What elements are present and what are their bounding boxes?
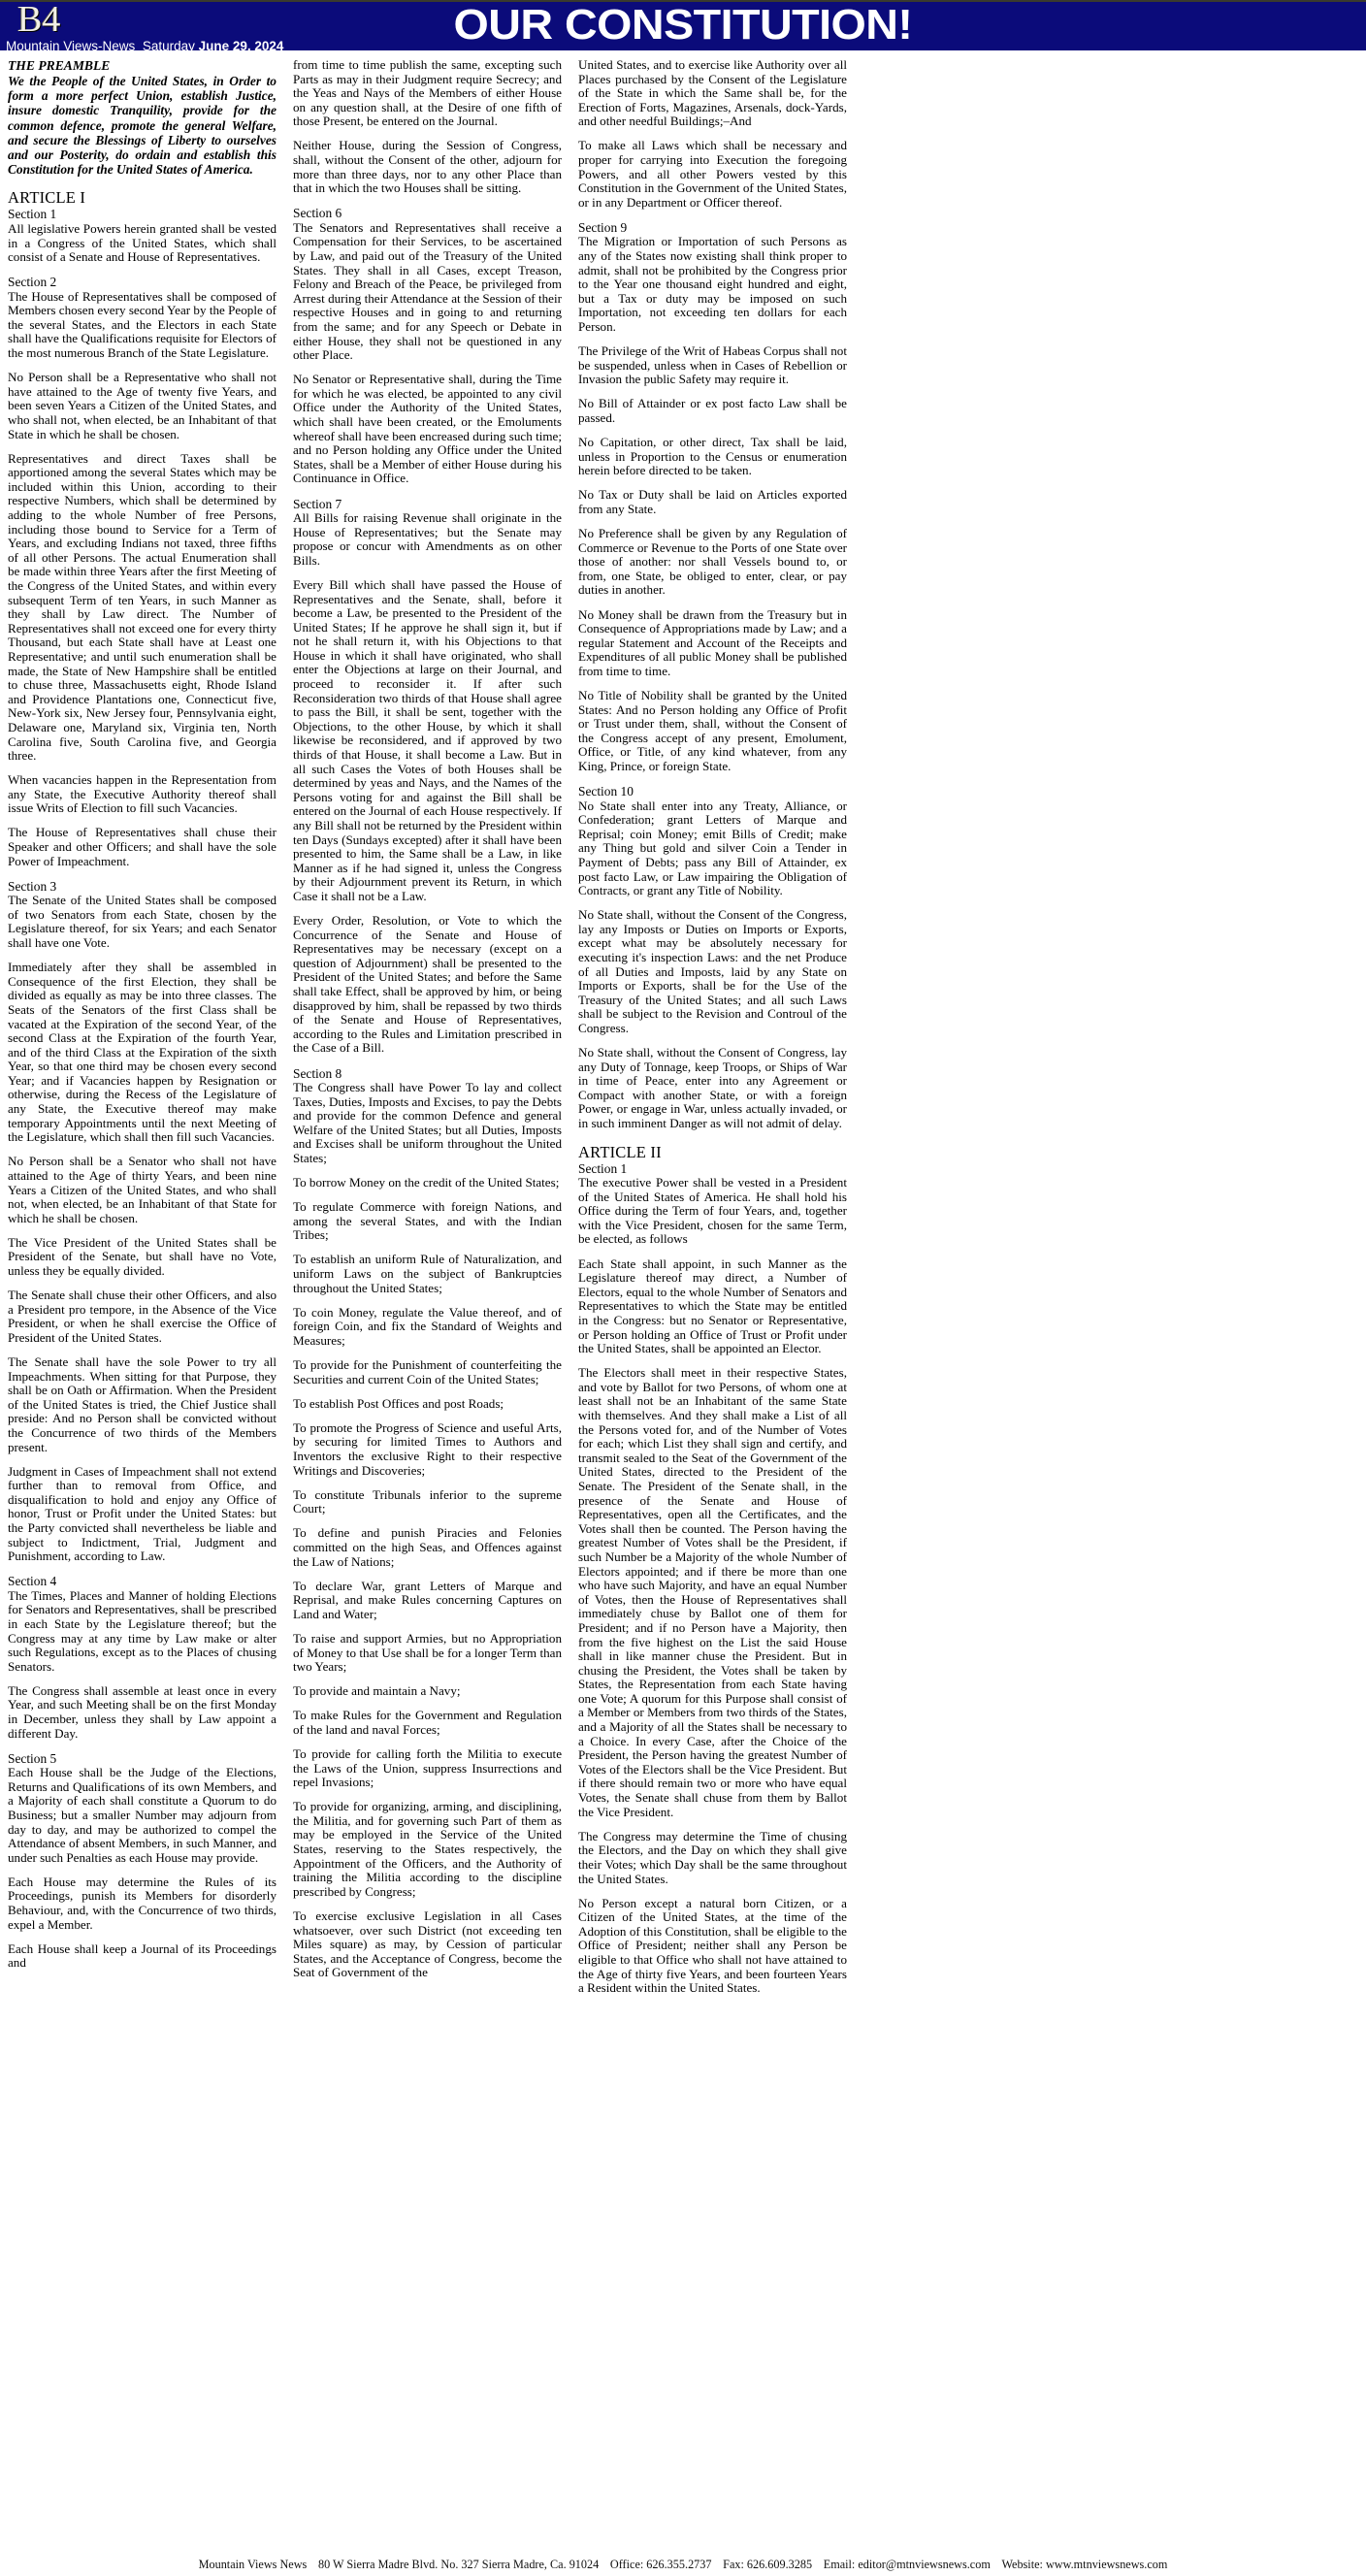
section-heading: Section 7	[293, 496, 342, 511]
body-paragraph: To provide for the Punishment of counterfeiting the Securities and current Coin of the United States;	[293, 1357, 562, 1386]
body-paragraph: The Congress shall have Power To lay and collect Taxes, Duties, Imposts and Excises, to pay the Debts and provide for the common Defence and general Welfare of the United States; but all Duties, Imposts and Excises shall be uniform throughout the United States;	[293, 1080, 562, 1165]
section-heading: Section 10	[578, 784, 634, 799]
section-heading: Section 2	[8, 275, 57, 290]
body-paragraph: The Vice President of the United States shall be President of the Senate, but shall have no Vote, unless they be equally divided.	[8, 1234, 276, 1279]
body-paragraph: Each House shall be the Judge of the Elections, Returns and Qualifications of its own Members, and a Majority of each shall constitute a Quorum to do Business; but a smaller Number may adjourn from day to day, and may be authorized to compel the Attendance of absent Members, in such Manner, and under such Penalties as each House may provide.	[8, 1765, 276, 1865]
body-paragraph: To promote the Progress of Science and useful Arts, by securing for limited Times to Authors and Inventors the exclusive Right to their respective Writings and Discoveries;	[293, 1419, 562, 1478]
body-paragraph: To declare War, grant Letters of Marque and Reprisal, and make Rules concerning Captures on Land and Water;	[293, 1578, 562, 1621]
body-paragraph: The Privilege of the Writ of Habeas Corpus shall not be suspended, unless when in Cases of Rebellion or Invasion the public Safety may require it.	[578, 343, 847, 387]
body-paragraph: To constitute Tribunals inferior to the supreme Court;	[293, 1486, 562, 1516]
body-paragraph: To make all Laws which shall be necessary and proper for carrying into Execution the foregoing Powers, and all other Powers vested by this Constitution in the Government of the United States, or in any Department or Officer thereof.	[578, 138, 847, 210]
column-1	[8, 58, 276, 2530]
body-paragraph: Neither House, during the Session of Congress, shall, without the Consent of the other, adjourn for more than three days, nor to any other Place than that in which the two Houses shall be sitting.	[293, 138, 562, 196]
body-paragraph: To provide and maintain a Navy;	[293, 1683, 461, 1699]
body-paragraph: No Money shall be drawn from the Treasury but in Consequence of Appropriations made by Law; and a regular Statement and Account of the Receipts and Expenditures of all public Money shall be published from time to time.	[578, 606, 847, 678]
body-paragraph: To define and punish Piracies and Felonies committed on the high Seas, and Offences against the Law of Nations;	[293, 1525, 562, 1569]
body-paragraph: To raise and support Armies, but no Appropriation of Money to that Use shall be for a longer Term than two Years;	[293, 1630, 562, 1675]
body-paragraph: Judgment in Cases of Impeachment shall not extend further than to removal from Office, and disqualification to hold and enjoy any Office of honor, Trust or Profit under the United States: but the Party convicted shall nevertheless be liable and subject to Indictment, Trial, Judgment and Punishment, according to Law.	[8, 1463, 276, 1564]
body-paragraph: To regulate Commerce with foreign Nations, and among the several States, and with the Indian Tribes;	[293, 1199, 562, 1243]
body-paragraph: The Times, Places and Manner of holding Elections for Senators and Representatives, shall be prescribed in each State by the Legislature thereof; but the Congress may at any time by Law make or alter such Regulations, except as to the Places of chusing Senators.	[8, 1587, 276, 1674]
date-prefix: Saturday	[142, 39, 199, 53]
preamble-text: We the People of the United States, in Order to form a more perfect Union, establish Justice, insure domestic Tranquility, provide for the common defence, promote the general Welfare, and secure the Blessings of Liberty to ourselves and our Posterity, do ordain and establish this Constitution for the United States of America.	[8, 74, 276, 178]
page-footer	[20, 2557, 1346, 2572]
page-title: OUR CONSTITUTION!	[453, 1, 913, 49]
section-heading: Section 5	[8, 1750, 57, 1766]
body-paragraph: Every Order, Resolution, or Vote to which the Concurrence of the Senate and House of Representatives may be necessary (except on a question of Adjournment) shall be presented to the President of the United States; and before the Same shall take Effect, shall be approved by him, or being disapproved by him, shall be repassed by two thirds of the Senate and House of Representatives, according to the Rules and Limitation prescribed in the Case of a Bill.	[293, 913, 562, 1056]
section-heading: Section 6	[293, 206, 342, 221]
body-paragraph: Every Bill which shall have passed the House of Representatives and the Senate, shall, before it become a Law, be presented to the President of the United States; If he approve he shall sign it, but if not he shall return it, with his Objections to that House in which it shall have originated, who shall enter the Objections at large on their Journal, and proceed to reconsider it. If after such Reconsideration two thirds of that House shall agree to pass the Bill, it shall be sent, together with the Objections, to the other House, by which it shall likewise be reconsidered, and if approved by two thirds of that House, it shall become a Law. But in all such Cases the Votes of both Houses shall be determined by yeas and Nays, and the Names of the Persons voting for and against the Bill shall be entered on the Journal of each House respectively. If any Bill shall not be returned by the President within ten Days (Sundays excepted) after it shall have been presented to him, the Same shall be a Law, in like Manner as if he had signed it, unless the Congress by their Adjournment prevent its Return, in which Case it shall not be a Law.	[293, 576, 562, 903]
body-paragraph: No Person except a natural born Citizen, or a Citizen of the United States, at the time of the Adoption of this Constitution, shall be eligible to the Office of President; neither shall any Person be eligible to that Office who shall not have attained to the Age of thirty five Years, and been fourteen Years a Resident within the United States.	[578, 1895, 847, 1996]
column-2	[293, 58, 562, 2530]
footer-website: Website: www.mtnviewsnews.com	[1001, 2558, 1168, 2571]
body-paragraph: The Migration or Importation of such Persons as any of the States now existing shall think proper to admit, shall not be prohibited by the Congress prior to the Year one thousand eight hundred and eight, but a Tax or duty may be imposed on such Importation, not exceeding ten dollars for each Person.	[578, 234, 847, 334]
body-paragraph: Representatives and direct Taxes shall be apportioned among the several States which may be included within this Union, according to their respective Numbers, which shall be determined by adding to the whole Number of free Persons, including those bound to Service for a Term of Years, and excluding Indians not taxed, three fifths of all other Persons. The actual Enumeration shall be made within three Years after the first Meeting of the Congress of the United States, and within every subsequent Term of ten Years, in such Manner as they shall by Law direct. The Number of Representatives shall not exceed one for every thirty Thousand, but each State shall have at Least one Representative; and until such enumeration shall be made, the State of New Hampshire shall be entitled to chuse three, Massachusetts eight, Rhode Island and Providence Plantations one, Connecticut five, New-York six, New Jersey four, Pennsylvania eight, Delaware one, Maryland six, Virginia ten, North Carolina five, South Carolina five, and Georgia three.	[8, 450, 276, 764]
body-paragraph: To provide for calling forth the Militia to execute the Laws of the Union, suppress Insurrections and repel Invasions;	[293, 1745, 562, 1790]
body-paragraph: The executive Power shall be vested in a President of the United States of America. He shall hold his Office during the Term of four Years, and, together with the Vice President, chosen for the same Term, be elected, as follows	[578, 1175, 847, 1247]
body-paragraph: No Preference shall be given by any Regulation of Commerce or Revenue to the Ports of one State over those of another: nor shall Vessels bound to, or from, one State, be obliged to enter, clear, or pay duties in another.	[578, 526, 847, 598]
footer-email: Email: editor@mtnviewsnews.com	[823, 2558, 991, 2571]
body-paragraph: No Person shall be a Representative who shall not have attained to the Age of twenty five Years, and been seven Years a Citizen of the United States, and who shall not, when elected, be an Inhabitant of that State in which he shall be chosen.	[8, 370, 276, 441]
body-paragraph: To establish an uniform Rule of Naturalization, and uniform Laws on the subject of Bankruptcies throughout the United States;	[293, 1252, 562, 1295]
body-paragraph: The House of Representatives shall be composed of Members chosen every second Year by the People of the several States, and the Electors in each State shall have the Qualifications requisite for Electors of the most numerous Branch of the State Legislature.	[8, 288, 276, 361]
section-heading: Section 8	[293, 1065, 342, 1081]
date-value: June 29, 2024	[198, 39, 284, 53]
body-paragraph: To provide for organizing, arming, and disciplining, the Militia, and for governing such Part of them as may be employed in the Service of the United States, reserving to the States respectively, the Appointment of the Officers, and the Authority of training the Militia according to the discipline prescribed by Congress;	[293, 1799, 562, 1899]
body-paragraph: from time to time publish the same, excepting such Parts as may in their Judgment require Secrecy; and the Yeas and Nays of the Members of either House on any question shall, at the Desire of one fifth of those Present, be entered on the Journal.	[293, 58, 562, 129]
body-paragraph: The Senate shall chuse their other Officers, and also a President pro tempore, in the Absence of the Vice President, or when he shall exercise the Office of President of the United States.	[8, 1288, 276, 1345]
article-columns	[0, 58, 1366, 2537]
body-paragraph: Each State shall appoint, in such Manner as the Legislature thereof may direct, a Number of Electors, equal to the whole Number of Senators and Representatives to which the State may be entitled in the Congress: but no Senator or Representative, or Person holding an Office of Trust or Profit under the United States, shall be appointed an Elector.	[578, 1255, 847, 1356]
section-heading: Section 4	[8, 1574, 57, 1589]
body-paragraph: All Bills for raising Revenue shall originate in the House of Representatives; but the Senate may propose or concur with Amendments as on other Bills.	[293, 510, 562, 568]
publication-name: Mountain Views-News	[6, 39, 136, 53]
section-heading: Section 1	[578, 1160, 628, 1176]
body-paragraph: United States, and to exercise like Authority over all Places purchased by the Consent of the Legislature of the State in which the Same shall be, for the Erection of Forts, Magazines, Arsenals, dock-Yards, and other needful Buildings;–And	[578, 58, 847, 129]
section-heading: Section 9	[578, 219, 628, 235]
footer-office: Office: 626.355.2737	[609, 2558, 712, 2571]
article-heading: ARTICLE II	[578, 1142, 662, 1161]
masthead-banner	[0, 0, 1366, 53]
footer-paper: Mountain Views News	[198, 2558, 308, 2571]
body-paragraph: The Congress may determine the Time of chusing the Electors, and the Day on which they shall give their Votes; which Day shall be the same throughout the United States.	[578, 1828, 847, 1886]
body-paragraph: The Senate of the United States shall be composed of two Senators from each State, chosen by the Legislature thereof, for six Years; and each Senator shall have one Vote.	[8, 893, 276, 951]
body-paragraph: When vacancies happen in the Representation from any State, the Executive Authority thereof shall issue Writs of Election to fill such Vacancies.	[8, 772, 276, 816]
article-heading: ARTICLE I	[8, 188, 86, 208]
section-heading: Section 1	[8, 207, 57, 222]
footer-address: 80 W Sierra Madre Blvd. No. 327 Sierra Madre, Ca. 91024	[317, 2558, 600, 2571]
page-folio: B4	[17, 0, 61, 40]
body-paragraph: Immediately after they shall be assembled in Consequence of the first Election, they shall be divided as equally as may be into three classes. The Seats of the Senators of the first Class shall be vacated at the Expiration of the second Year, of the second Class at the Expiration of the fourth Year, and of the third Class at the Expiration of the sixth Year, so that one third may be chosen every second Year; and if Vacancies happen by Resignation or otherwise, during the Recess of the Legislature of any State, the Executive thereof may make temporary Appointments until the next Meeting of the Legislature, which shall then fill such Vacancies.	[8, 960, 276, 1145]
body-paragraph: To borrow Money on the credit of the United States;	[293, 1175, 560, 1190]
body-paragraph: No State shall, without the Consent of the Congress, lay any Imposts or Duties on Imports or Exports, except what may be absolutely necessary for executing it's inspection Laws: and the net Produce of all Duties and Imposts, laid by any State on Imports or Exports, shall be for the Use of the Treasury of the United States; and all such Laws shall be subject to the Revision and Controul of the Congress.	[578, 907, 847, 1035]
body-paragraph: No Person shall be a Senator who shall not have attained to the Age of thirty Years, and been nine Years a Citizen of the United States, and who shall not, when elected, be an Inhabitant of that State for which he shall be chosen.	[8, 1154, 276, 1225]
body-paragraph: The House of Representatives shall chuse their Speaker and other Officers; and shall have the sole Power of Impeachment.	[8, 825, 276, 868]
body-paragraph: Each House may determine the Rules of its Proceedings, punish its Members for disorderly Behaviour, and, with the Concurrence of two thirds, expel a Member.	[8, 1874, 276, 1932]
column-3	[578, 58, 847, 2530]
body-paragraph: No Tax or Duty shall be laid on Articles exported from any State.	[578, 487, 847, 516]
body-paragraph: To make Rules for the Government and Regulation of the land and naval Forces;	[293, 1708, 562, 1737]
footer-fax: Fax: 626.609.3285	[723, 2558, 813, 2571]
body-paragraph: No Senator or Representative shall, during the Time for which he was elected, be appointed to any civil Office under the Authority of the United States, which shall have been created, or the Emoluments whereof shall have been encreased during such time; and no Person holding any Office under the United States, shall be a Member of either House during his Continuance in Office.	[293, 372, 562, 486]
body-paragraph: No State shall, without the Consent of Congress, lay any Duty of Tonnage, keep Troops, or Ships of War in time of Peace, enter into any Agreement or Compact with another State, or with a foreign Power, or engage in War, unless actually invaded, or in such imminent Danger as will not admit of delay.	[578, 1045, 847, 1130]
body-paragraph: The Senators and Representatives shall receive a Compensation for their Services, to be ascertained by Law, and paid out of the Treasury of the United States. They shall in all Cases, except Treason, Felony and Breach of the Peace, be privileged from Arrest during their Attendance at the Session of their respective Houses and in going to and returning from the same; and for any Speech or Debate in either House, they shall not be questioned in any other Place.	[293, 219, 562, 363]
body-paragraph: The Electors shall meet in their respective States, and vote by Ballot for two Persons, of whom one at least shall not be an Inhabitant of the same State with themselves. And they shall make a List of all the Persons voted for, and of the Number of Votes for each; which List they shall sign and certify, and transmit sealed to the Seat of the Government of the United States, directed to the President of the Senate. The President of the Senate shall, in the presence of the Senate and House of Representatives, open all the Certificates, and the Votes shall then be counted. The Person having the greatest Number of Votes shall be the President, if such Number be a Majority of the whole Number of Electors appointed; and if there be more than one who have such Majority, and have an equal Number of Votes, then the House of Representatives shall immediately chuse by Ballot one of them for President; and if no Person have a Majority, then from the five highest on the List the said House shall in like manner chuse the President. But in chusing the President, the Votes shall be taken by States, the Representation from each State having one Vote; A quorum for this Purpose shall consist of a Member or Members from two thirds of the States, and a Majority of all the States shall be necessary to a Choice. In every Case, after the Choice of the President, the Person having the greatest Number of Votes of the Electors shall be the Vice President. But if there should remain two or more who have equal Votes, the Senate shall chuse from them by Ballot the Vice President.	[578, 1365, 847, 1819]
body-paragraph: No Bill of Attainder or ex post facto Law shall be passed.	[578, 396, 847, 425]
body-paragraph: To coin Money, regulate the Value thereof, and of foreign Coin, and fix the Standard of Weights and Measures;	[293, 1304, 562, 1348]
body-paragraph: The Congress shall assemble at least once in every Year, and such Meeting shall be on the first Monday in December, unless they shall by Law appoint a different Day.	[8, 1682, 276, 1741]
body-paragraph: The Senate shall have the sole Power to try all Impeachments. When sitting for that Purpose, they shall be on Oath or Affirmation. When the President of the United States is tried, the Chief Justice shall preside: And no Person shall be convicted without the Concurrence of two thirds of the Members present.	[8, 1353, 276, 1454]
body-paragraph: No Title of Nobility shall be granted by the United States: And no Person holding any Office of Profit or Trust under them, shall, without the Consent of the Congress accept of any present, Emolument, Office, or Title, of any kind whatever, from any King, Prince, or foreign State.	[578, 687, 847, 773]
section-heading: Section 3	[8, 878, 57, 894]
preamble-heading: THE PREAMBLE	[8, 58, 111, 73]
body-paragraph: No Capitation, or other direct, Tax shall be laid, unless in Proportion to the Census or enumeration herein before directed to be taken.	[578, 435, 847, 478]
body-paragraph: To establish Post Offices and post Roads;	[293, 1395, 504, 1411]
body-paragraph: To exercise exclusive Legislation in all Cases whatsoever, over such District (not exceeding ten Miles square) as may, by Cession of particular States, and the Acceptance of Congress, become the Seat of Government of the	[293, 1908, 562, 1980]
body-paragraph: Each House shall keep a Journal of its Proceedings and	[8, 1940, 276, 1971]
body-paragraph: All legislative Powers herein granted shall be vested in a Congress of the United States, which shall consist of a Senate and House of Representatives.	[8, 220, 276, 265]
body-paragraph: No State shall enter into any Treaty, Alliance, or Confederation; grant Letters of Marque and Reprisal; coin Money; emit Bills of Credit; make any Thing but gold and silver Coin a Tender in Payment of Debts; pass any Bill of Attainder, ex post facto Law, or Law impairing the Obligation of Contracts, or grant any Title of Nobility.	[578, 798, 847, 898]
